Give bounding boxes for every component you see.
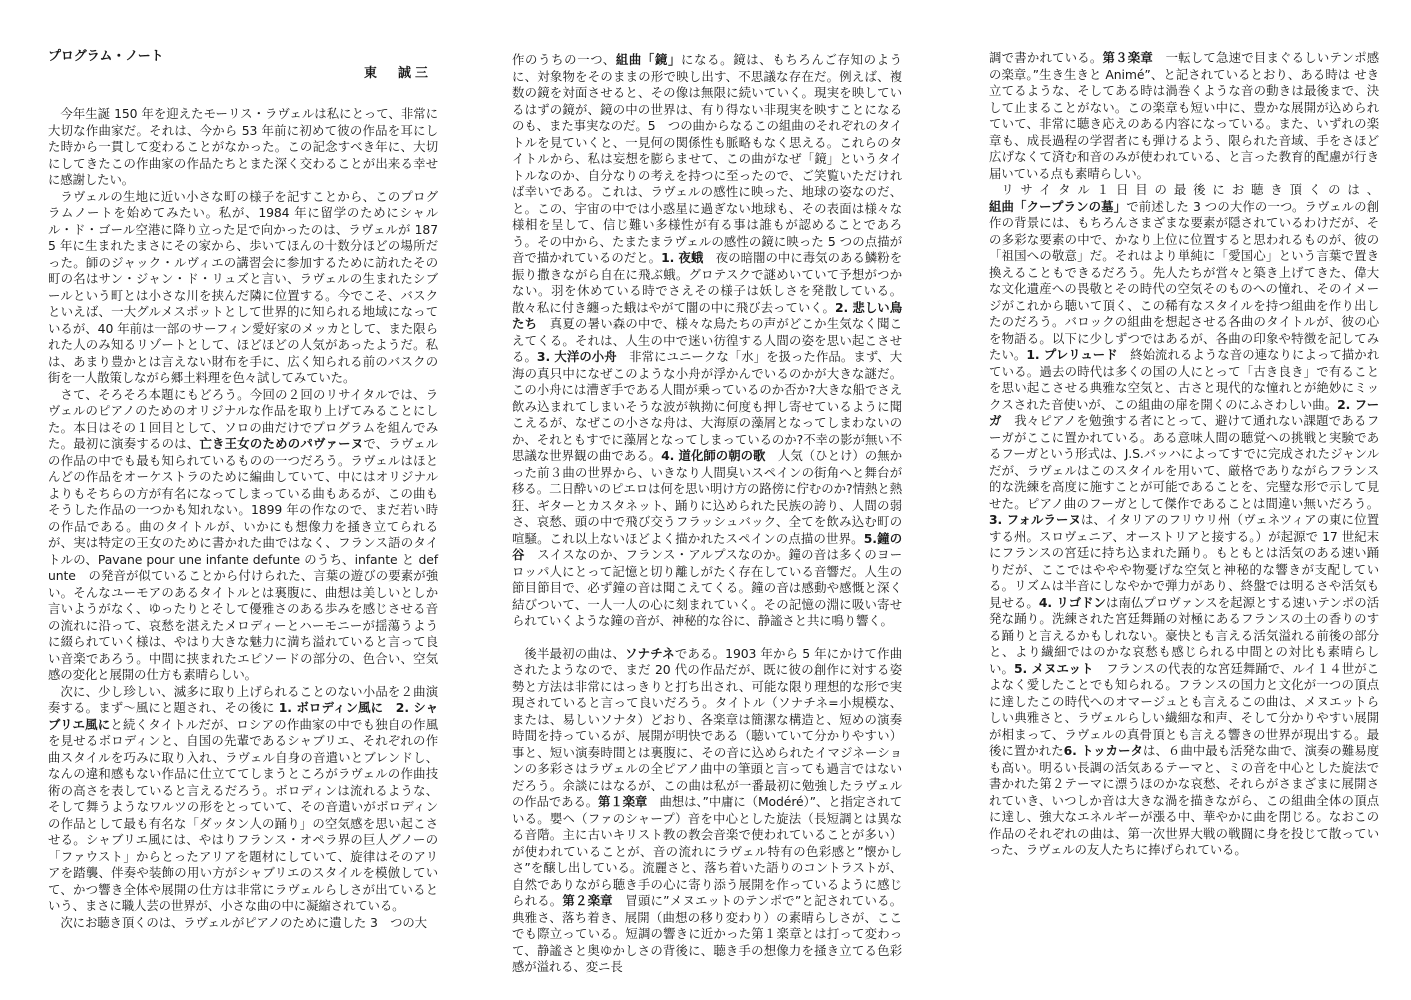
piece-title-borodine: 1. ボロディン風に xyxy=(278,700,384,715)
paragraph-miroirs xyxy=(512,52,902,630)
text-run: になる。鏡は、もちろんご存知のように、対象物をそのままの形で映し出す、不思議な存在だ。例えば、複数の鏡を対面させると、その像は無限に続いていく。現実を映しているはずの鏡が、鏡の中の世界は、有り得ない非現実を映すことになるのも、また事実なのだ。5 つの曲からなるこの組曲のそれぞれのタイトルを見ていくと、一見何の関係性も脈略もなく思える。これらのタイトルから、私は妄想を膨らませて、この曲がなぜ「鏡」というタイトルなのか、自分なりの考えを持つに至ったので、ご笑覧いただければ幸いである。これは、ラヴェルの感性に映った、地球の姿なのだ、と。この、宇宙の中では小惑星に過ぎない地球も、その表面は様々な様相を呈して、信じ難い多様性が有る事は誰もが認めることであろう。その中から、たまたまラヴェルの感性の鏡に映った 5 つの点描が音で描かれているのだと。 xyxy=(512,52,902,265)
movement-title-1: 第１楽章 xyxy=(598,794,648,809)
movement-title-alborada: 4. 道化師の朝の歌 xyxy=(661,448,766,463)
movement-title-2: 第２楽章 xyxy=(562,893,613,908)
piece-title-sonatine: ソナチネ xyxy=(625,645,675,661)
paragraph-pavane xyxy=(48,387,438,684)
author-name: 東 誠三 xyxy=(363,66,432,81)
text-run: 終始流れるような音の連なりによって描かれている。過去の時代は多くの国の人にとって「古き良き」で有ることを思い起こさせる典雅な空気と、古さと現代的な憧れとが絶妙にミックスされた音使いが、この組曲の扉を開くのにふさわしい曲。 xyxy=(989,347,1380,412)
text-run: スイスなのか、フランス・アルプスなのか。鐘の音は多くのヨーロッパ人にとって記憶と切り離しがたく存在している音響だ。人生の節目節目で、必ず鐘の音は聞こえてくる。鐘の音は感動や感慨と深く結びついて、一人一人の心に刻まれていく。その記憶の淵に吸い寄せられていくような鐘の音が、神秘的な谷に、静謐さと共に鳴り響く。 xyxy=(512,547,903,628)
movement-title-toccata: 6. トッカータ xyxy=(1063,743,1143,758)
piece-title-chabrier: 2. シャブリエ風に xyxy=(48,700,438,732)
paragraph-basque: ラヴェルの生地に近い小さな町の様子を記すことから、このプログラムノートを始めてみたい。私が、1984 年に留学のためにシャルル・ド・ゴール空港に降り立った足で向かったのは、ラヴェルが 1875 年に生まれたまさにその家から、歩いてほんの十数分ほどの場所だった。師のジャック・ルヴィエの講習会に参加するために訪れたその町の名はサン・ジャン・ド・リュズと言い、ラヴェルの生まれたシブールという町とは小さな川を挟んだ隣に位置する。今でこそ、バスクといえば、一大グルメスポットとして世界的に知られる地域になっているが、40 年前は一部のサーフィン愛好家のメッカとして、また限られた人のみ知るリゾートとして、ほどほどの人気があったようだ。私は、あまり豊かとは言えない財布を手に、広く知られる前のバスクの街を一人散策しながら郷土料理を色々試してみていた。 xyxy=(48,188,438,385)
text-run: で、ラヴェルの作品の中でも最も知られているものの一つだろう。ラヴェルはほとんどの作品をオーケストラのために編曲していて、中にはオリジナルよりもそちらの方が有名になってしまっている曲もあるが、この曲もそうした作品の一つかも知れない。1899 年の作なので、まだ若い時の作品である。曲のタイトルが、いかにも想像力を掻き立てられるが、実は特定の王女のために書かれた曲ではなく、フランス語のタイトルの、Pavane pour une infante defunte のうち、infante と defunte の発音が似ていることから付けられた、言葉の遊びの要素が強い。そんなユーモアのあるタイトルとは裏腹に、曲想は美しいとしか言いようがなく、ゆったりとそして優雅さのある歩みを感じさせる音の流れに沿って、哀愁を湛えたメロディーとハーモニーが揺蕩うように綴られていく様は、やはり大きな魅力に満ち溢れていると言って良い音楽であろう。中間に挟まれたエピソードの部分の、色合い、空気感の変化と展開の仕方も素晴らしい。 xyxy=(48,436,438,682)
paragraph-intro: 今年生誕 150 年を迎えたモーリス・ラヴェルは私にとって、非常に大切な作曲家だ。それは、今から 53 年前に初めて彼の作品を耳にした時から一貫して変わることがなかった。この記念すべき年に、大切にしてきたこの作曲家の作品たちとまた深く交わることが出来る幸せに感謝したい。 xyxy=(48,106,438,187)
page-title: プログラム・ノート xyxy=(48,49,164,64)
movement-title-forlane: 3. フォルラーヌ xyxy=(989,512,1082,527)
paragraph-sonatine xyxy=(512,646,902,976)
movement-title-oiseaux: 2. 悲しい鳥たち xyxy=(512,299,902,331)
text-run: 我々ピアノを勉強する者にとって、避けて通れない課題であるフーガがここに置かれている。ある意味人間の聴覚への挑戦と実験であるフーガという形式は、J.S.バッハによってすでに完成されたジャンルだが、ラヴェルはこのスタイルを用いて、厳格でありながらフランス的な洗練を高度に施すことが可能であることを、完璧な形で示して見せた。ピアノ曲のフーガとして傑作であることは間違い無いだろう。 xyxy=(989,413,1379,511)
text-run: 冒頭に”メヌエットのテンポで”と記されている。典雅さ、落ち着き、展開（曲想の移り変わり）の素晴らしさが、ここでも際立っている。短調の響きに近かった第１楽章とは打って変わって、静謐さと奥ゆかしさの背後に、聴き手の想像力を掻き立てる色彩感が溢れる、変ニ長 xyxy=(512,893,902,974)
text-run: フランスの代表的な宮廷舞踊で、ルイ１４世がこよなく愛したことでも知られる。フランスの国力と文化が一つの頂点に達したこの時代へのオマージュとも言えるこの曲は、メヌエットらしい典雅さと、ラヴェルらしい繊細な和声、そして分かりやすい展開が相まって、ラヴェルの真骨頂とも言える響きの世界が現出する。最後に置かれた xyxy=(989,660,1379,758)
text-run: 調で書かれている。 xyxy=(989,50,1103,65)
paragraph-next: 次にお聴き頂くのは、ラヴェルがピアノのために遺した 3 つの大 xyxy=(60,914,427,930)
text-run xyxy=(383,700,396,715)
movement-title-noctuelles: 1. 夜蛾 xyxy=(661,250,704,265)
text-run: と続くタイトルだが、ロシアの作曲家の中でも独自の作風を見せるボロディンと、自国の先輩であるシャブリエ、それぞれの作曲スタイルを巧みに取り入れ、ラヴェル自身の音遣いとブレンドし、なんの違和感もない作品に仕立ててしまうところがラヴェルの作曲技術の高さを表していると言えるだろう。ボロディンは流れるような、そして舞うようなワルツの形をとっていて、その音遣いがボロディンの作品として最も有名な「ダッタン人の踊り」の空気感を思い起こさせる。シャブリエ風には、やはりフランス・オペラ界の巨人グノーの「ファウスト」からとったアリアを題材にしていて、旋律はそのアリアを踏襲、伴奏や装飾の用い方がシャブリエのスタイルを模倣していて、かつ響き全体や展開の仕方は非常にラヴェルらしさが出ているという、まさに職人芸の世界が、小さな曲の中に凝縮されている。 xyxy=(48,716,438,913)
column-1 xyxy=(48,48,438,931)
movement-title-barque: 3. 大洋の小舟 xyxy=(536,349,617,364)
piece-title-pavane: 亡き王女のためのパヴァーヌ xyxy=(199,436,364,451)
text-run: 一転して急速で目まぐるしいテンポ感の楽章。”生き生きと Animé”、と記されているとおり、ある時は せき立てるような、そしてある時は渦巻くような音の動きは最後まで、決して止まることがない。この楽章も短い中に、豊かな展開が込められていて、非常に聴き応えのある内容になっている。また、いずれの楽章も、成長過程の学習者にも弾けるよう、限られた音域、手をさほど広げなくて済む和音のみが使われている、と言った教育的配慮が行き届いている点も素晴らしい。 xyxy=(989,50,1379,181)
piece-title-tombeau: 組曲「クープランの墓」 xyxy=(989,198,1127,214)
text-run: 非常にユニークな「水」を扱った作品。まず、大海の真只中になぜこのような小舟が浮かんでいるのかが大きな謎だ。この小舟には漕ぎ手である人間が乗っているのか否か?大きな船でさえ飲み込まれてしまいそうな波が執拗に何度も押し寄せているように聞こえるが、なぜこの小さな舟は、大海原の藻屑となってしまわないのか、それともすでに藻屑となってしまっているのか?不幸の影が無い不思議な世界観の曲である。 xyxy=(512,349,902,463)
text-run: 曲想は、”中庸に（Modéré）”、と指定されている。嬰ヘ（ファのシャープ）音を中心とした旋法（長短調とは異なる音階。主に古いキリスト教の教会音楽で使われていることが多い）が使われていることが、音の流れにラヴェル特有の色彩感と”懐かしさ”を醸し出している。流麗さと、落ち着いた語りのコントラストが、自然でありながら聴き手の心に寄り添う展開を作っているように感じられる。 xyxy=(512,794,903,908)
movement-title-prelude: 1. プレリュード xyxy=(1026,347,1118,362)
text-run: 次に、少し珍しい、滅多に取り上げられることのない小品を２曲演奏する。まず〜風にと題され、その後に xyxy=(48,683,438,715)
paragraph-tombeau xyxy=(989,182,1379,859)
column-2 xyxy=(512,52,902,976)
text-run: は、イタリアのフリウリ州（ヴェネツィアの東に位置する州。スロヴェニア、オーストリアと接する。）が起源で 17 世紀末にフランスの宮廷に持ち込まれた踊り。もともとは活気のある速い踊りだが、ここではややや物憂げな空気と神秘的な響きが支配している。リズムは半音にしなやかで弾力があり、終盤では明るさや活気も見せる。 xyxy=(989,512,1380,610)
movement-title-menuet: 5. メヌエット xyxy=(1013,660,1094,676)
text-run: 作のうちの一つ、 xyxy=(512,52,616,67)
text-run: である。1903 年から 5 年にかけて作曲されたようなので、まだ 20 代の作品だが、既に彼の創作に対する姿勢と方法は非常にはっきりと打ち出され、可能な限り理想的な形で実現されていると言って良いだろう。タイトル（ソナチネ=小規模な、または、易しいソナタ）どおり、各楽章は簡潔な構造と、短めの演奏時間を持っているが、展開が明快である（聴いていて分かりやすい）事と、短い演奏時間とは裏腹に、その音に込められたイマジネーションの多彩さはラヴェルの全ピアノ曲中の筆頭と言っても過言ではないだろう。余談にはなるが、この曲は私が一番最初に勉強したラヴェルの作品である。 xyxy=(512,645,902,809)
movement-title-vallee: 5.鐘の谷 xyxy=(512,530,903,562)
text-run: さて、そろそろ本題にもどろう。今回の２回のリサイタルでは、ラヴェルのピアノのためのオリジナルな作品を取り上げてみることにした。本日はその１回目として、ソロの曲だけでプログラムを組んでみた。最初に演奏するのは、 xyxy=(48,386,438,451)
paragraph-sonatine-cont xyxy=(989,50,1379,182)
piece-title-miroirs: 組曲「鏡」 xyxy=(615,52,682,67)
column-3 xyxy=(989,50,1379,859)
movement-title-3: 第３楽章 xyxy=(1102,50,1153,65)
text-run: は、６曲中最も活発な曲で、演奏の難易度も高い。明るい長調の活気あるテーマと、ミの音を中心とした旋法で書かれた第２テーマに漂うほのかな哀愁、それらがさまざまに展開されていき、いつしか音は大きな渦を描きながら、この組曲全体の頂点に達し、強大なエネルギーが漲る中、華やかに曲を閉じる。なおこの作品のそれぞれの曲は、第一次世界大戦の戦闘に身を投じて散っていった、ラヴェルの友人たちに捧げられている。 xyxy=(989,743,1379,857)
movement-title-fugue: 2. フーガ xyxy=(989,396,1379,428)
paragraph-a-la-maniere xyxy=(48,684,438,915)
text-run: 後半最初の曲は、 xyxy=(524,645,626,661)
text-run: 真夏の暑い森の中で、様々な鳥たちの声がどこか生気なく聞こえてくる。それは、人生の中で迷い彷徨する人間の姿を思い起こさせる。 xyxy=(512,316,902,364)
text-run: 人気（ひとけ）の無かった前３曲の世界から、いきなり人間臭いスペインの街角へと舞台が移る。二日酔いのピエロは何を思い明け方の路傍に佇むのか?情熱と熱狂、ギターとカスタネット、踊りに込められた民族の誇り、人間の弱さ、哀愁、頭の中で飛び交うフラッシュバック、全てを飲み込む町の喧騒。これ以上ないほどよく描かれたスペインの点描の世界。 xyxy=(512,448,902,546)
text-run: で前述した 3 つの大作の一つ。ラヴェルの創作の背景には、もちろんさまざまな要素が隠されているわけだが、その多彩な要素の中で、かなり上位に位置すると思われるものが、彼の「祖国への敬意」だ。それはより単純に「愛国心」という言葉で置き換えることもできるだろう。先人たちが営々と築き上げてきた、偉大な文化遺産への畏敬とその時代の空気そのものへの憧れ、そのイメージがこれから聴いて頂く、この稀有なスタイルを持つ組曲を作り出したのだろう。バロックの組曲を想起させる各曲のタイトルが、彼の心を物語る。以下に少しずつではあるが、各曲の印象や特徴を記してみたい。 xyxy=(989,198,1379,362)
movement-title-rigaudon: 4. リゴドン xyxy=(1038,594,1107,610)
text-run: 夜の暗闇の中に毒気のある鱗粉を振り撒きながら自在に飛ぶ蛾。グロテスクで謎めいていて予想がつかない。羽を休めている時でさえその様子は妖しさを発散している。散々私に付き纏った蛾はやがて闇の中に飛び去っていく。 xyxy=(512,250,902,315)
text-run: リサイタル１日目の最後にお聴き頂くのは、 xyxy=(1001,182,1379,197)
title-block xyxy=(48,48,438,82)
text-run: は南仏プロヴァンスを起源とする速いテンポの活発な踊り。洗練された宮廷舞踊の対極にあるフランスの土の香りのする踊りと言えるかもしれない。豪快とも言える活気溢れる前後の部分と、より繊細ではのかな哀愁も感じられる中間との対比も素晴らしい。 xyxy=(989,594,1379,676)
